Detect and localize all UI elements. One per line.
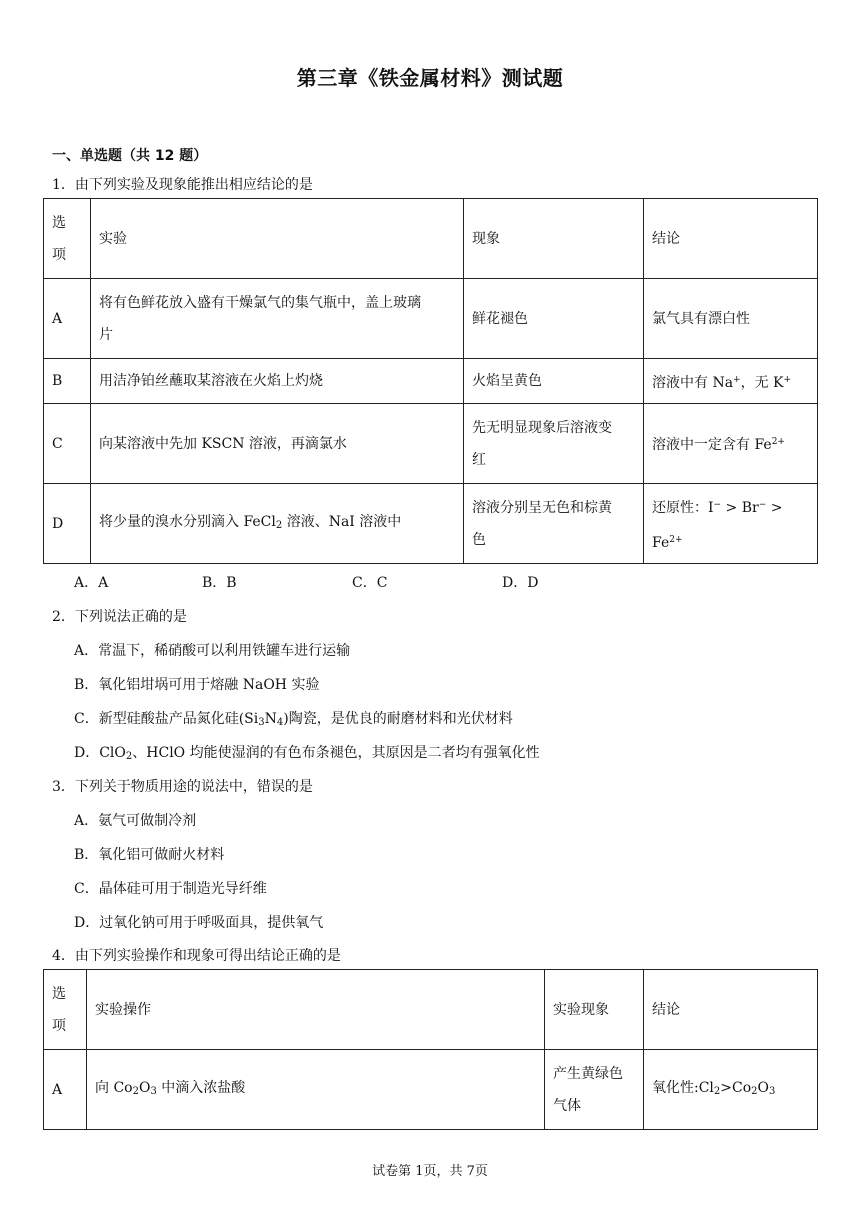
header-option-line2: 项 (52, 246, 66, 263)
row-experiment: 向某溶液中先加 KSCN 溶液，再滴氯水 (91, 404, 464, 484)
question-2-stem: 2．下列说法正确的是 (52, 609, 187, 625)
header-option-line1: 选 (52, 214, 66, 231)
row-conclusion: 氯气具有漂白性 (644, 279, 818, 359)
row-phenomenon-line1: 先无明显现象后溶液变 (472, 419, 612, 436)
header-phenomenon-cell: 实验现象 (545, 970, 644, 1050)
page-title: 第三章《铁金属材料》测试题 (296, 66, 564, 90)
table-row (44, 484, 818, 564)
row-experiment-line1: 将有色鲜花放入盛有干燥氯气的集气瓶中，盖上玻璃 (99, 294, 421, 311)
question-3-stem: 3．下列关于物质用途的说法中，错误的是 (52, 779, 313, 795)
header-option-cell (44, 970, 87, 1050)
table-header-row (44, 199, 818, 279)
table-row (44, 1050, 818, 1130)
row-experiment: 用洁净铂丝蘸取某溶液在火焰上灼烧 (91, 359, 464, 404)
row-phenomenon: 火焰呈黄色 (464, 359, 644, 404)
row-phenomenon-line2: 红 (472, 451, 486, 468)
header-operation-cell: 实验操作 (87, 970, 545, 1050)
table-header-row (44, 970, 818, 1050)
question-3-option-b[interactable]: B．氧化铝可做耐火材料 (74, 847, 225, 863)
row-option: B (44, 359, 91, 404)
question-2-option-c[interactable]: C．新型硅酸盐产品氮化硅$(Si_3N_4)$陶瓷，是优良的耐磨材料和光伏材料 (74, 711, 513, 728)
choice-c[interactable]: C．C (352, 575, 388, 591)
question-2-option-b[interactable]: B．氧化铝坩埚可用于熔融 NaOH 实验 (74, 677, 320, 693)
header-experiment-cell: 实验 (91, 199, 464, 279)
header-option-line2: 项 (52, 1017, 66, 1034)
row-experiment: 将少量的溴水分别滴入 FeCl$_2$ 溶液、NaI 溶液中 (91, 484, 464, 564)
question-2-option-a[interactable]: A．常温下，稀硝酸可以利用铁罐车进行运输 (74, 643, 351, 659)
question-3-option-a[interactable]: A．氨气可做制冷剂 (74, 813, 197, 829)
row-phenomenon: 鲜花褪色 (464, 279, 644, 359)
question-3-option-c[interactable]: C．晶体硅可用于制造光导纤维 (74, 881, 267, 897)
section-heading: 一、单选题（共 12 题） (52, 148, 208, 164)
row-option: D (44, 484, 91, 564)
question-1-stem: 1．由下列实验及现象能推出相应结论的是 (52, 177, 313, 193)
row-phenomenon-line1: 产生黄绿色 (553, 1065, 623, 1082)
header-option-line1: 选 (52, 985, 66, 1002)
question-2-option-d[interactable]: D．ClO$_2$、HClO 均能使湿润的有色布条褪色，其原因是二者均有强氧化性 (74, 745, 540, 762)
question-1-table (43, 198, 818, 564)
row-phenomenon (464, 484, 644, 564)
question-3-option-d[interactable]: D．过氧化钠可用于呼吸面具，提供氧气 (74, 915, 324, 931)
row-option: C (44, 404, 91, 484)
row-option: A (44, 279, 91, 359)
row-conclusion: 溶液中一定含有 $Fe^{2+}$ (644, 404, 818, 484)
row-conclusion: 溶液中有 Na+，无 K+ (644, 359, 818, 404)
header-conclusion-cell: 结论 (644, 970, 818, 1050)
row-experiment-line2: 片 (99, 326, 113, 343)
page-footer: 试卷第 1页，共 7页 (372, 1164, 488, 1179)
table-row (44, 279, 818, 359)
header-option-cell (44, 199, 91, 279)
question-4-stem: 4．由下列实验操作和现象可得出结论正确的是 (52, 948, 341, 964)
choice-d[interactable]: D．D (502, 575, 539, 591)
row-phenomenon-line2: 色 (472, 531, 486, 548)
table-row (44, 359, 818, 404)
row-option: A (44, 1050, 87, 1130)
row-experiment (91, 279, 464, 359)
row-conclusion: 还原性：$I^- > Br^- > Fe^{2+}$ (644, 484, 818, 564)
header-phenomenon-cell: 现象 (464, 199, 644, 279)
choice-a[interactable]: A．A (74, 575, 109, 591)
row-phenomenon (545, 1050, 644, 1130)
row-conclusion: 氧化性$:Cl_2>Co_2O_3$ (644, 1050, 818, 1130)
header-conclusion-cell: 结论 (644, 199, 818, 279)
table-row (44, 404, 818, 484)
row-phenomenon-line2: 气体 (553, 1097, 581, 1114)
row-phenomenon-line1: 溶液分别呈无色和棕黄 (472, 499, 612, 516)
row-operation: 向 $Co_2O_3$ 中滴入浓盐酸 (87, 1050, 545, 1130)
choice-b[interactable]: B．B (202, 575, 237, 591)
row-phenomenon (464, 404, 644, 484)
question-4-table (43, 969, 818, 1130)
